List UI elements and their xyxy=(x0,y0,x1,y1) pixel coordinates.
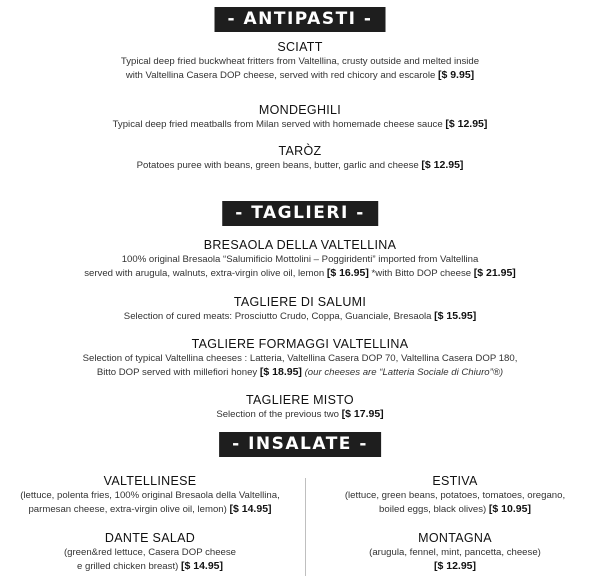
item-description: (arugula, fennel, mint, pancetta, cheese) xyxy=(369,547,541,558)
item-description: boiled eggs, black olives) [$ 10.95] xyxy=(379,502,531,515)
item-price: [$ 12.95] xyxy=(445,118,488,130)
item-price: [$ 9.95] xyxy=(437,68,475,81)
item-title: VALTELLINESE xyxy=(103,474,197,488)
item-title: TAGLIERE MISTO xyxy=(246,393,354,407)
menu-item-sciatt xyxy=(0,40,600,82)
column-divider xyxy=(305,478,306,576)
menu-item-mondeghili xyxy=(0,103,600,132)
item-title: MONTAGNA xyxy=(418,531,492,545)
item-title: ESTIVA xyxy=(432,474,478,488)
menu-item-taroz xyxy=(0,144,600,173)
menu-item-montagna xyxy=(310,531,600,573)
item-description: Typical deep fried buckwheat fritters from Valtellina, crusty outside and melted inside xyxy=(120,56,480,67)
item-description: Selection of typical Valtellina cheeses : Latteria, Valtellina Casera DOP 70, Valtellina Casera DOP 180, xyxy=(82,353,518,364)
item-price: [$ 21.95] xyxy=(473,266,516,279)
item-title: TARÒZ xyxy=(278,144,322,158)
item-price: [$ 14.95] xyxy=(180,559,224,572)
item-description: Bitto DOP served with millefiori honey [$ 18.95] (our cheeses are “Latteria Sociale di Chiuro”®) xyxy=(96,365,504,378)
item-description xyxy=(310,560,600,574)
item-description: Selection of the previous two [$ 17.95] xyxy=(216,408,384,420)
item-price: [$ 12.95] xyxy=(433,559,477,572)
item-description: (lettuce, polenta fries, 100% original Bresaola della Valtellina, xyxy=(20,490,280,501)
item-price: [$ 16.95] xyxy=(326,266,369,279)
item-note: (our cheeses are “Latteria Sociale di Chiuro”®) xyxy=(304,366,504,378)
item-price: [$ 10.95] xyxy=(488,502,531,515)
item-description: parmesan cheese, extra-virgin olive oil, lemon) [$ 14.95] xyxy=(28,502,272,515)
item-price: [$ 15.95] xyxy=(434,310,477,322)
item-price: [$ 12.95] xyxy=(421,159,464,171)
item-description: Potatoes puree with beans, green beans, butter, garlic and cheese [$ 12.95] xyxy=(136,159,464,171)
item-price: [$ 17.95] xyxy=(341,408,384,420)
item-description: (green&red lettuce, Casera DOP cheese xyxy=(63,547,237,558)
menu-item-valtellinese xyxy=(0,474,300,516)
item-price: [$ 14.95] xyxy=(229,502,272,515)
item-description: e grilled chicken breast) [$ 14.95] xyxy=(76,559,224,572)
section-header-insalate: - INSALATE - xyxy=(219,432,381,457)
item-description: with Valtellina Casera DOP cheese, served with red chicory and escarole [$ 9.95] xyxy=(125,68,475,81)
item-description: Typical deep fried meatballs from Milan served with homemade cheese sauce [$ 12.95] xyxy=(112,118,488,130)
menu-item-dante-salad xyxy=(0,531,300,573)
item-price: [$ 18.95] xyxy=(259,365,302,378)
item-description: served with arugula, walnuts, extra-virgin olive oil, lemon [$ 16.95] *with Bitto DOP cheese [$ 21.95] xyxy=(84,266,516,279)
menu-item-tagliere-formaggi xyxy=(0,337,600,379)
menu-item-estiva xyxy=(310,474,600,516)
section-header-taglieri: - TAGLIERI - xyxy=(222,201,378,226)
item-title: MONDEGHILI xyxy=(258,103,342,117)
menu-item-tagliere-salumi xyxy=(0,295,600,324)
item-title: BRESAOLA DELLA VALTELLINA xyxy=(203,238,397,252)
item-description: (lettuce, green beans, potatoes, tomatoes, oregano, xyxy=(344,490,566,501)
item-description: 100% original Bresaola “Salumificio Mottolini – Poggiridenti” imported from Valtellina xyxy=(121,254,479,265)
menu-item-bresaola xyxy=(0,238,600,280)
menu-item-tagliere-misto xyxy=(0,393,600,422)
item-description: Selection of cured meats: Prosciutto Crudo, Coppa, Guanciale, Bresaola [$ 15.95] xyxy=(123,310,477,322)
item-title: TAGLIERE FORMAGGI VALTELLINA xyxy=(191,337,409,351)
section-header-antipasti: - ANTIPASTI - xyxy=(215,7,386,32)
item-title: DANTE SALAD xyxy=(104,531,196,545)
item-title: SCIATT xyxy=(277,40,323,54)
item-title: TAGLIERE DI SALUMI xyxy=(233,295,367,309)
